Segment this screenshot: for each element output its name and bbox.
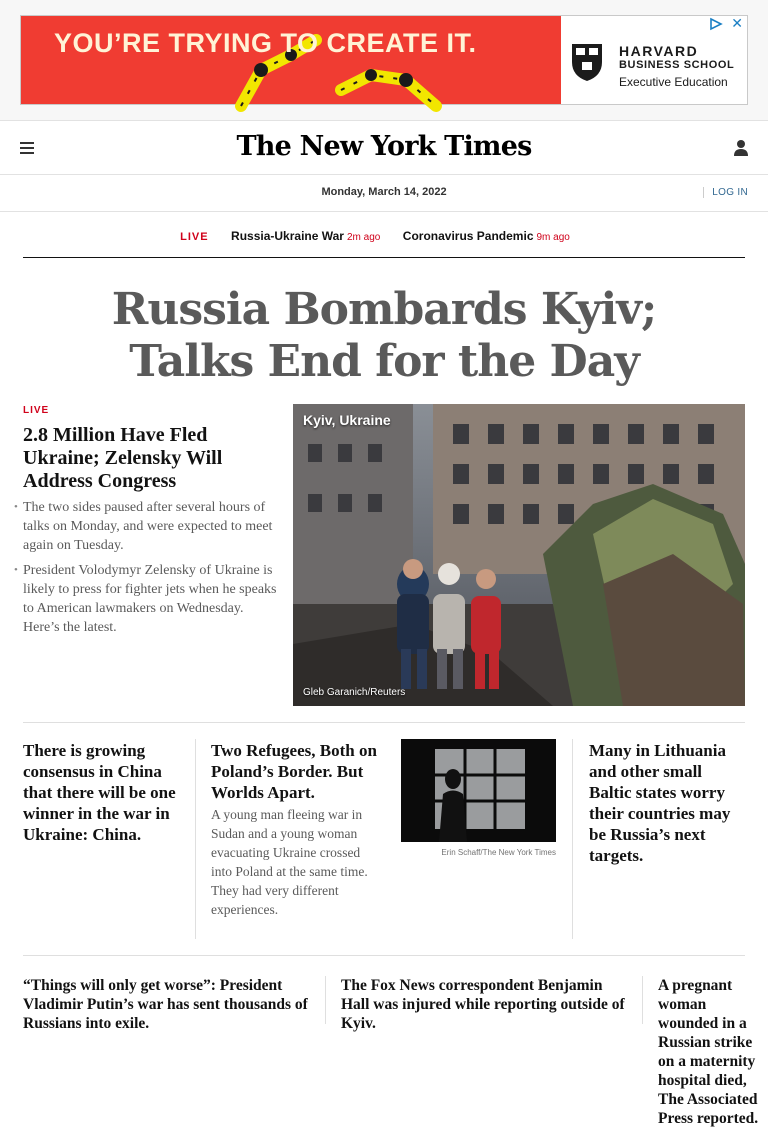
china-story-title[interactable]: There is growing consensus in China that there will be one winner in the war in Ukraine: China. xyxy=(23,741,176,844)
user-icon[interactable] xyxy=(733,139,749,157)
column-rule xyxy=(642,976,643,1024)
date-bar xyxy=(0,175,768,212)
ad-banner-area xyxy=(0,0,768,121)
putin-exile-story[interactable]: “Things will only get worse”: President Vladimir Putin’s war has sent thousands of Russians into exile. xyxy=(23,977,308,1032)
photo-credit: Gleb Garanich/Reuters xyxy=(303,687,406,698)
column-rule xyxy=(325,976,326,1024)
refugees-story-title[interactable]: Two Refugees, Both on Poland’s Border. But Worlds Apart. xyxy=(211,741,377,802)
current-date: Monday, March 14, 2022 xyxy=(321,186,447,198)
column-rule xyxy=(195,739,196,939)
ad-close-icon[interactable]: ✕ xyxy=(731,15,743,31)
live-ticker xyxy=(23,212,745,258)
login-link[interactable]: LOG IN xyxy=(703,187,748,198)
lead-story-bullets xyxy=(15,498,280,643)
column-rule xyxy=(572,739,573,939)
masthead xyxy=(0,121,768,175)
section-divider xyxy=(23,722,745,723)
window-silhouette-photo[interactable] xyxy=(401,739,556,842)
ad-brand-panel[interactable] xyxy=(561,16,747,104)
lead-story-title[interactable]: 2.8 Million Have Fled Ukraine; Zelensky Will Address Congress xyxy=(23,424,223,492)
section-divider xyxy=(23,955,745,956)
ad-brand-name: HARVARD xyxy=(619,43,699,59)
lead-bullet[interactable]: • President Volodymyr Zelensky of Ukraine is likely to press for fighter jets when he speaks to American lawmakers on Wednesday. Here’s the latest. xyxy=(15,561,280,637)
ticker-link-coronavirus[interactable]: Coronavirus Pandemic xyxy=(402,229,534,243)
ad-brand-tagline: Executive Education xyxy=(619,75,728,89)
harvard-shield-icon xyxy=(570,42,604,82)
ad-creative[interactable] xyxy=(21,16,561,104)
maternity-hospital-story[interactable]: A pregnant woman wounded in a Russian strike on a maternity hospital died, The Associated Press reported. xyxy=(658,977,759,1127)
ticker-time: 9m ago xyxy=(536,232,570,243)
lead-live-label: LIVE xyxy=(23,405,50,416)
lead-bullet[interactable]: • The two sides paused after several hours of talks on Monday, and were expected to meet again on Tuesday. xyxy=(15,498,280,555)
main-headline[interactable] xyxy=(23,284,745,388)
ad-choices-icon[interactable] xyxy=(709,18,723,30)
main-headline-line: Russia Bombards Kyiv; xyxy=(111,284,657,335)
photo-credit: Erin Schaff/The New York Times xyxy=(441,848,556,857)
ad-headline: YOU’RE TRYING TO CREATE IT. xyxy=(54,28,477,58)
kyiv-rubble-photo xyxy=(293,404,745,706)
ticker-time: 2m ago xyxy=(346,232,381,243)
ticker-live-label: LIVE xyxy=(180,231,209,243)
main-headline-line: Talks End for the Day xyxy=(129,336,639,387)
ticker-link-russia-ukraine[interactable]: Russia-Ukraine War xyxy=(231,229,344,243)
ad-banner[interactable] xyxy=(20,15,748,105)
baltic-story-title[interactable]: Many in Lithuania and other small Baltic states worry their countries may be Russia’s next targets. xyxy=(589,741,731,865)
lead-photo[interactable] xyxy=(293,404,745,706)
refugees-story-summary[interactable]: A young man fleeing war in Sudan and a young woman evacuating Ukraine crossed into Poland at the same time. They had very different experiences. xyxy=(211,807,368,917)
window-photo-art xyxy=(401,739,556,842)
nyt-logo[interactable]: The New York Times xyxy=(236,131,532,162)
ad-brand-subname: BUSINESS SCHOOL xyxy=(619,59,735,71)
photo-location-label: Kyiv, Ukraine xyxy=(303,412,391,428)
fox-correspondent-story[interactable]: The Fox News correspondent Benjamin Hall was injured while reporting outside of Kyiv. xyxy=(341,977,625,1032)
